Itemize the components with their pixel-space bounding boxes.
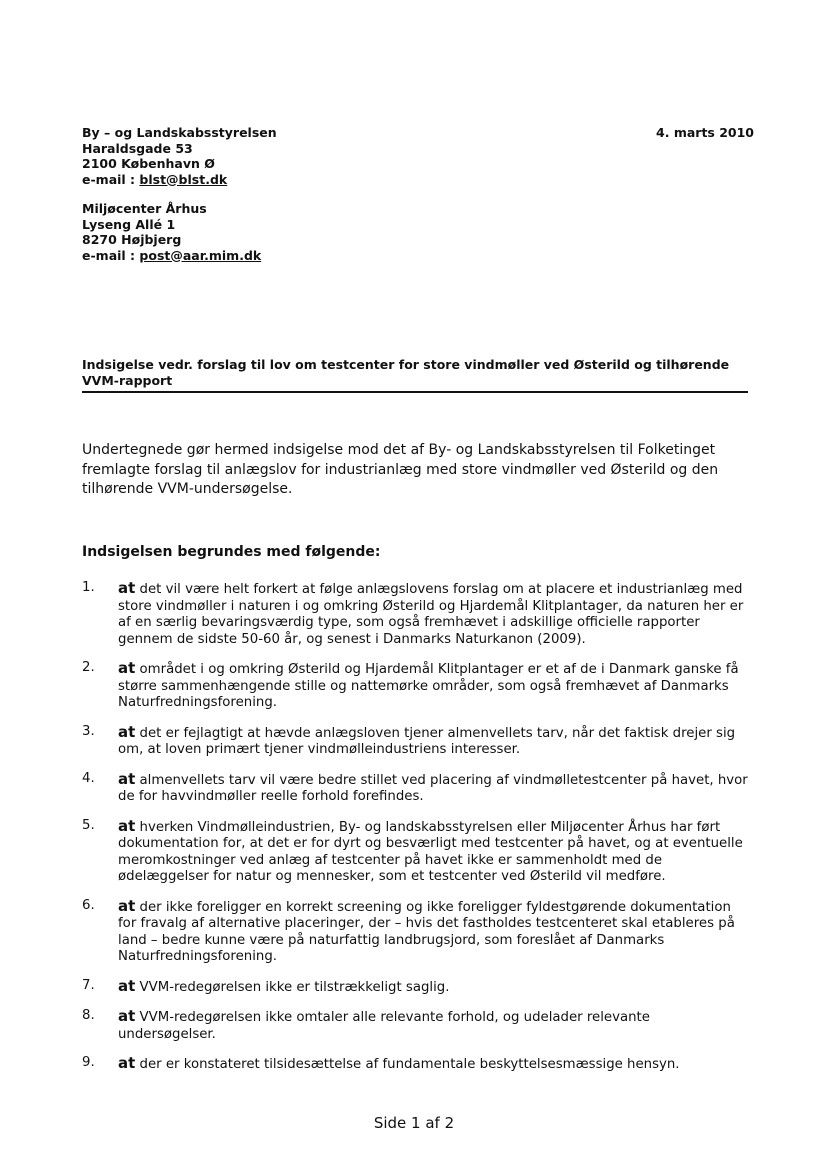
- item-number: 5.: [82, 817, 95, 833]
- letter-subject: Indsigelse vedr. forslag til lov om testcenter for store vindmøller ved Østerild og tilhørende VVM-rapport: [82, 357, 748, 393]
- item-lead: at: [118, 1054, 136, 1072]
- item-lead: at: [118, 659, 136, 677]
- item-lead: at: [118, 579, 136, 597]
- item-lead: at: [118, 816, 136, 835]
- grounds-heading: Indsigelsen begrundes med følgende:: [82, 544, 381, 560]
- sender-line: Haraldsgade 53: [82, 140, 193, 156]
- item-number: 7.: [82, 977, 95, 993]
- objection-item: [82, 898, 752, 966]
- recipient-email-label: e-mail :: [82, 247, 140, 263]
- sender-email-row: [82, 172, 277, 188]
- item-number: 6.: [82, 897, 95, 913]
- letter-date: 4. marts 2010: [656, 125, 754, 140]
- recipient-line: Miljøcenter Århus: [82, 201, 207, 216]
- item-text: området i og omkring Østerild og Hjardemål Klitplantager er et af de i Danmark ganske få større sammenhængende stille og nattemørke områder, som også fremhævet af Danmarks Naturfredningsforening.: [118, 662, 739, 710]
- item-number: 1.: [82, 580, 95, 595]
- recipient-line: Lyseng Allé 1: [82, 216, 176, 232]
- objection-item: [82, 724, 752, 759]
- item-lead: at: [118, 976, 136, 995]
- sender-email-link[interactable]: blst@blst.dk: [139, 171, 228, 187]
- objection-item: [82, 660, 752, 712]
- objection-list: [82, 580, 752, 1086]
- item-text: hverken Vindmølleindustrien, By- og landskabsstyrelsen eller Miljøcenter Århus har ført dokumentation for, at det er for dyrt og besværligt med testcenter på havet, og at eventuelle meromkostninger ved anlæg af testcenter på havet ikke er sammenholdt med de ødelæggelser for natur og mennesker, som et testcenter ved Østerild vil medføre.: [118, 819, 743, 884]
- item-text: der ikke foreligger en korrekt screening og ikke foreligger fyldestgørende dokumentation for fravalg af alternative placeringer, der – hvis det fastholdes testcenteret skal etableres på land – bedre kunne være på naturfattig landbrugsjord, som foreslået af Danmarks Naturfredningsforening.: [118, 899, 735, 964]
- objection-item: [82, 580, 752, 648]
- sender-line: By – og Landskabsstyrelsen: [82, 125, 277, 140]
- item-text: det vil være helt forkert at følge anlægslovens forslag om at placere et industrianlæg med store vindmøller i naturen i og omkring Østerild og Hjardemål Klitplantager, da naturen her er af en særlig bevaringsværdig type, som også fremhævet i adskillige officielle rapporter gennem de sidste 50-60 år, og senest i Danmarks Naturkanon (2009).: [118, 582, 744, 647]
- item-lead: at: [118, 896, 136, 915]
- item-number: 3.: [82, 723, 95, 739]
- page-number-footer: Side 1 af 2: [373, 1114, 455, 1132]
- item-text: det er fejlagtigt at hævde anlægsloven tjener almenvellets tarv, når det faktisk drejer sig om, at loven primært tjener vindmølleindustriens interesser.: [118, 725, 736, 757]
- objection-item: [82, 1008, 752, 1043]
- objection-item: [82, 978, 752, 997]
- item-number: 9.: [82, 1055, 95, 1070]
- recipient-email-row: [82, 248, 261, 264]
- item-lead: at: [118, 769, 136, 788]
- sender-address: [82, 125, 277, 187]
- item-number: 4.: [82, 770, 95, 786]
- item-text: almenvellets tarv vil være bedre stillet ved placering af vindmølletestcenter på havet, hvor de for havvindmøller reelle forhold forefindes.: [118, 772, 748, 804]
- intro-paragraph: Undertegnede gør hermed indsigelse mod det af By- og Landskabsstyrelsen til Folketinget fremlagte forslag til anlægslov for industrianlæg med store vindmøller ved Østerild og den tilhørende VVM-undersøgelse.: [82, 442, 719, 497]
- item-number: 8.: [82, 1008, 95, 1023]
- objection-item: [82, 1055, 752, 1074]
- recipient-address: [82, 201, 261, 263]
- recipient-line: 8270 Højbjerg: [82, 232, 182, 247]
- item-text: VVM-redegørelsen ikke er tilstrækkeligt saglig.: [135, 979, 450, 995]
- sender-line: 2100 København Ø: [82, 156, 215, 171]
- item-text: VVM-redegørelsen ikke omtaler alle relevante forhold, og udelader relevante undersøgelser.: [118, 1010, 650, 1042]
- sender-email-label: e-mail :: [82, 171, 140, 187]
- recipient-email-link[interactable]: post@aar.mim.dk: [139, 247, 262, 263]
- item-text: der er konstateret tilsidesættelse af fundamentale beskyttelsesmæssige hensyn.: [135, 1057, 680, 1072]
- item-number: 2.: [82, 660, 95, 675]
- item-lead: at: [118, 722, 136, 741]
- objection-item: [82, 818, 752, 886]
- item-lead: at: [118, 1007, 136, 1025]
- objection-item: [82, 771, 752, 806]
